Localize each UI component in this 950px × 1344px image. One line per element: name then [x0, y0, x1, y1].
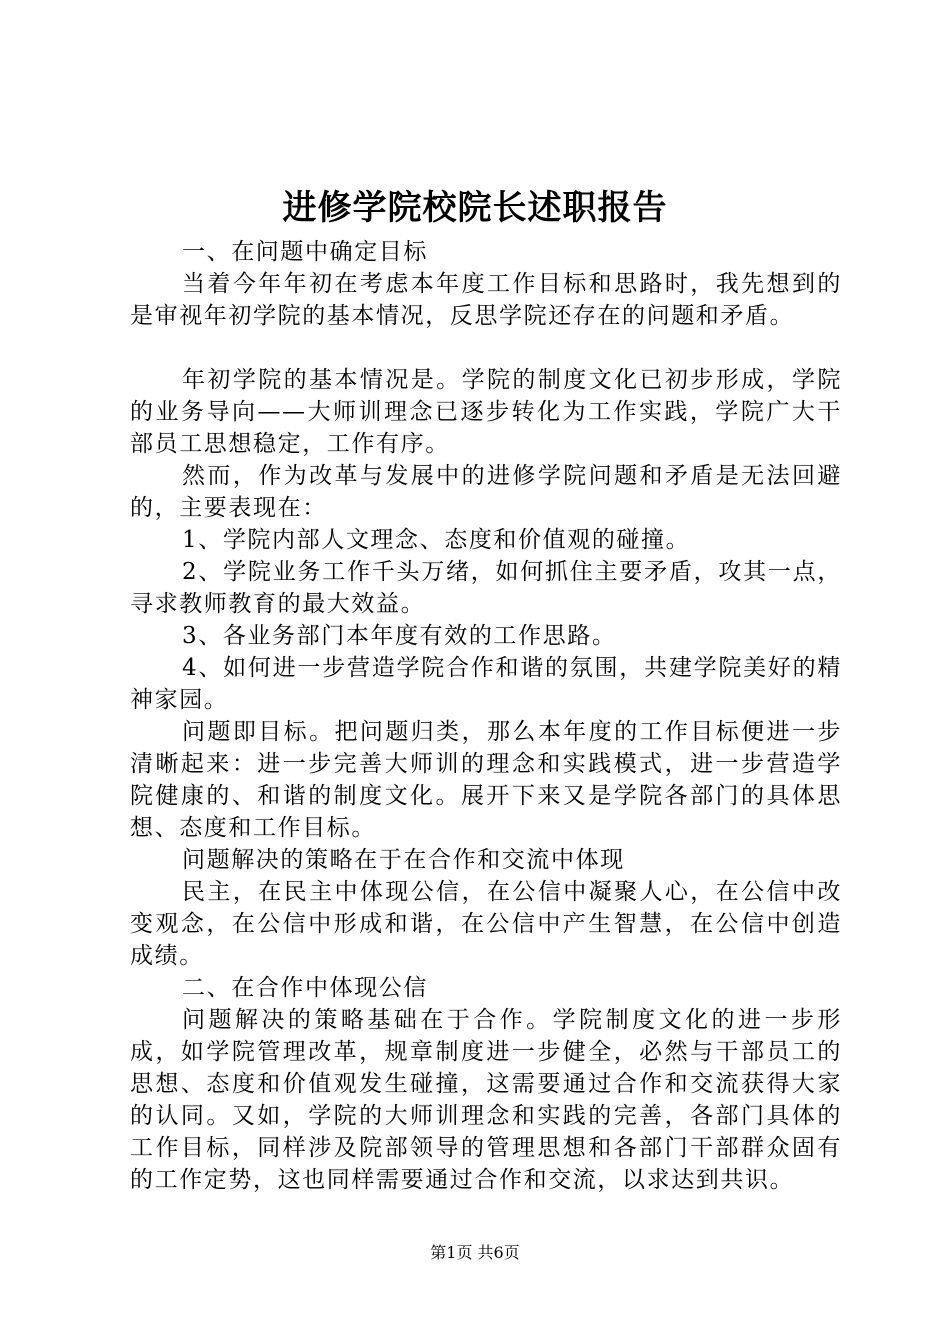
- page-number-footer: 第1页 共6页: [430, 1243, 520, 1262]
- paragraph: 问题即目标。把问题归类，那么本年度的工作目标便进一步清晰起来：进一步完善大师训的理念和实践模式，进一步营造学院健康的、和谐的制度文化。展开下来又是学院各部门的具体思想、态度和工作目标。: [130, 719, 842, 841]
- paragraph: 问题解决的策略在于在合作和交流中体现: [182, 847, 625, 873]
- paragraph: 然而，作为改革与发展中的进修学院问题和矛盾是无法回避的，主要表现在：: [130, 463, 842, 521]
- section-heading-1: 一、在问题中确定目标: [182, 239, 428, 265]
- paragraph: 年初学院的基本情况是。学院的制度文化已初步形成，学院的业务导向——大师训理念已逐步转化为工作实践，学院广大干部员工思想稳定，工作有序。: [130, 367, 842, 457]
- paragraph: 问题解决的策略基础在于合作。学院制度文化的进一步形成，如学院管理改革，规章制度进一步健全，必然与干部员工的思想、态度和价值观发生碰撞，这需要通过合作和交流获得大家的认同。又如，学院的大师训理念和实践的完善，各部门具体的工作目标，同样涉及院部领导的管理思想和各部门干部群众固有的工作定势，这也同样需要通过合作和交流，以求达到共识。: [130, 1007, 842, 1193]
- list-item: 1、学院内部人文理念、态度和价值观的碰撞。: [182, 527, 691, 553]
- document-title: 进修学院校院长述职报告: [282, 188, 668, 228]
- list-item: 4、如何进一步营造学院合作和谐的氛围，共建学院美好的精神家园。: [130, 655, 842, 713]
- paragraph: 民主，在民主中体现公信，在公信中凝聚人心，在公信中改变观念，在公信中形成和谐，在公信中产生智慧，在公信中创造成绩。: [130, 879, 842, 969]
- paragraph: 当着今年年初在考虑本年度工作目标和思路时，我先想到的是审视年初学院的基本情况，反思学院还存在的问题和矛盾。: [130, 271, 842, 329]
- document-body: [130, 236, 842, 1196]
- list-item: 3、各业务部门本年度有效的工作思路。: [182, 623, 617, 649]
- list-item: 2、学院业务工作千头万绪，如何抓住主要矛盾，攻其一点，寻求教师教育的最大效益。: [130, 559, 842, 617]
- section-heading-2: 二、在合作中体现公信: [182, 975, 428, 1001]
